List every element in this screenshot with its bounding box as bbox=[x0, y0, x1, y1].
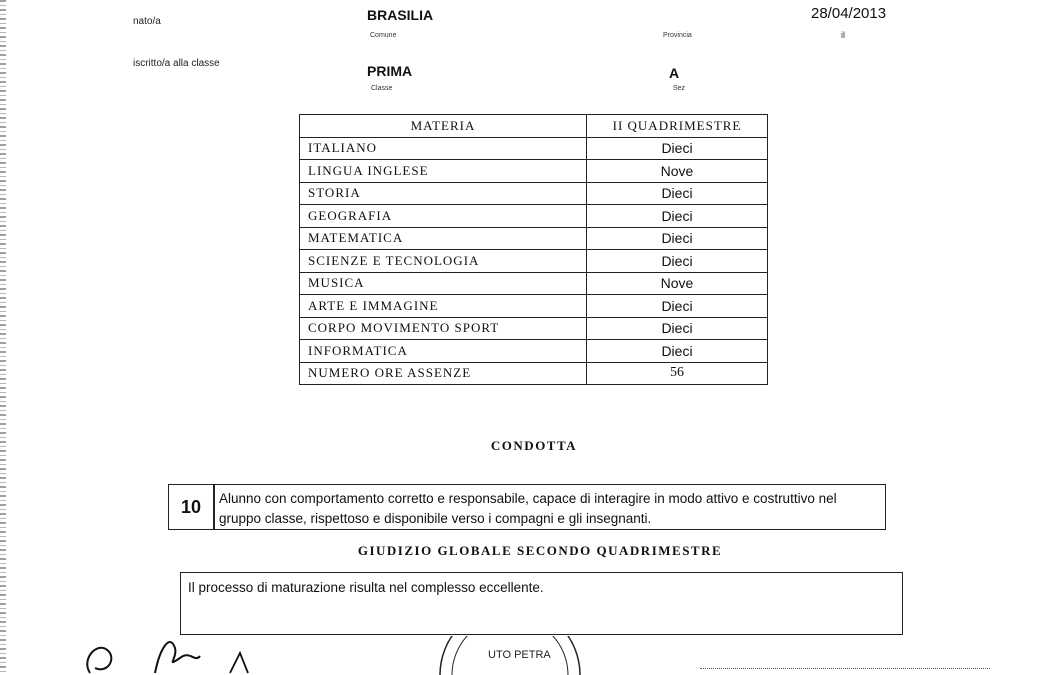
subject-cell: MUSICA bbox=[300, 272, 587, 295]
birth-date: 28/04/2013 bbox=[811, 5, 887, 22]
grade-cell: Nove bbox=[587, 272, 768, 295]
birth-place: BRASILIA bbox=[367, 7, 434, 23]
comune-label: Comune bbox=[370, 32, 397, 39]
table-row bbox=[300, 227, 768, 250]
grade-cell: Dieci bbox=[587, 137, 768, 160]
class-value: PRIMA bbox=[367, 63, 413, 79]
table-row bbox=[300, 295, 768, 318]
table-row bbox=[300, 160, 768, 183]
subject-cell: SCIENZE E TECNOLOGIA bbox=[300, 250, 587, 273]
school-stamp bbox=[430, 636, 590, 675]
section-label: Sez bbox=[673, 85, 686, 92]
grade-cell: Dieci bbox=[587, 205, 768, 228]
conduct-score: 10 bbox=[169, 485, 215, 529]
provincia-label: Provincia bbox=[663, 32, 692, 39]
table-row bbox=[300, 340, 768, 363]
signature-line bbox=[700, 668, 990, 670]
stamp-text: UTO PETRA bbox=[488, 649, 551, 661]
table-row bbox=[300, 272, 768, 295]
il-label: il bbox=[841, 30, 845, 40]
grades-table bbox=[299, 114, 768, 385]
grade-cell: Dieci bbox=[587, 227, 768, 250]
subject-cell: NUMERO ORE ASSENZE bbox=[300, 362, 587, 385]
conduct-text: Alunno con comportamento corretto e responsabile, capace di interagire in modo attivo e costruttivo nel gruppo classe, rispettoso e disponibile verso i compagni e gli insegnanti. bbox=[219, 491, 837, 526]
subject-cell: MATEMATICA bbox=[300, 227, 587, 250]
table-row bbox=[300, 317, 768, 340]
judgement-text: Il processo di maturazione risulta nel complesso eccellente. bbox=[188, 580, 544, 595]
grade-cell: Dieci bbox=[587, 295, 768, 318]
conduct-title: CONDOTTA bbox=[490, 438, 578, 453]
grade-cell: Dieci bbox=[587, 340, 768, 363]
enrolled-label: iscritto/a alla classe bbox=[133, 58, 220, 69]
table-row bbox=[300, 182, 768, 205]
grade-cell: Dieci bbox=[587, 317, 768, 340]
absences-cell: 56 bbox=[587, 362, 768, 385]
grades-header-row bbox=[300, 115, 768, 138]
subject-cell: ARTE E IMMAGINE bbox=[300, 295, 587, 318]
subject-cell: INFORMATICA bbox=[300, 340, 587, 363]
table-row bbox=[300, 137, 768, 160]
subject-cell: ITALIANO bbox=[300, 137, 587, 160]
judgement-title: GIUDIZIO GLOBALE SECONDO QUADRIMESTRE bbox=[357, 543, 723, 558]
table-row bbox=[300, 205, 768, 228]
grade-column-header: II QUADRIMESTRE bbox=[587, 115, 768, 138]
subject-cell: LINGUA INGLESE bbox=[300, 160, 587, 183]
class-label: Classe bbox=[371, 85, 393, 92]
conduct-box bbox=[168, 484, 886, 530]
section-value: A bbox=[669, 65, 680, 81]
judgement-box bbox=[180, 572, 903, 635]
table-row bbox=[300, 362, 768, 385]
subject-cell: STORIA bbox=[300, 182, 587, 205]
grade-cell: Dieci bbox=[587, 250, 768, 273]
born-at-label: nato/a bbox=[133, 16, 161, 27]
scan-edge bbox=[0, 0, 6, 675]
grade-cell: Nove bbox=[587, 160, 768, 183]
subject-column-header: MATERIA bbox=[300, 115, 587, 138]
subject-cell: GEOGRAFIA bbox=[300, 205, 587, 228]
table-row bbox=[300, 250, 768, 273]
grade-cell: Dieci bbox=[587, 182, 768, 205]
subject-cell: CORPO MOVIMENTO SPORT bbox=[300, 317, 587, 340]
signature bbox=[70, 628, 270, 675]
